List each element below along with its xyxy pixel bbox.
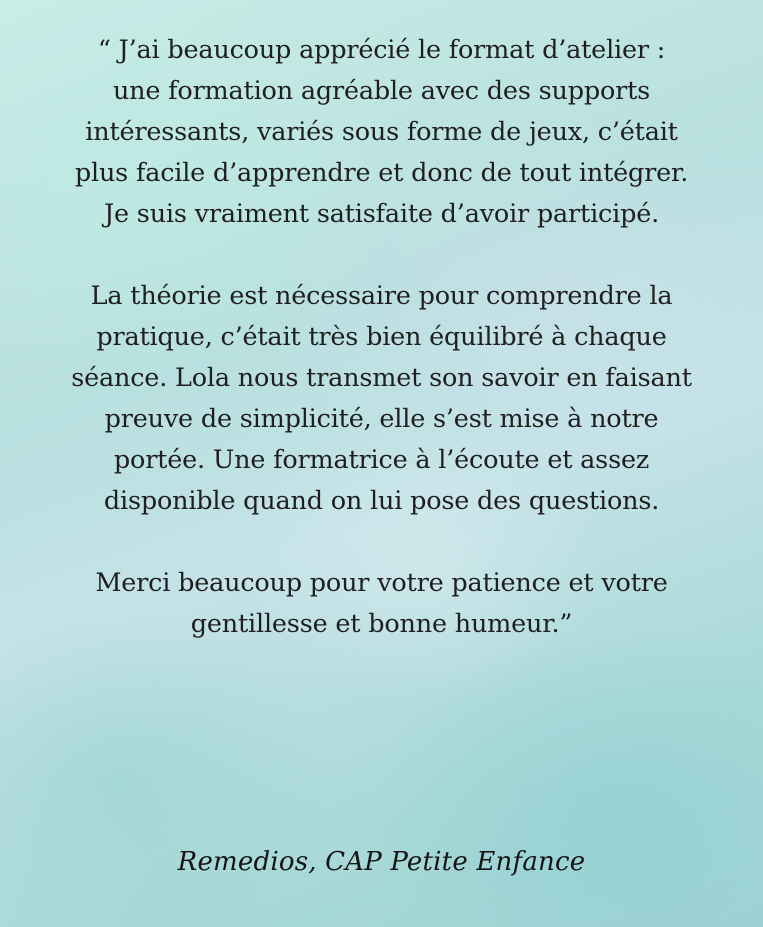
quote-line: plus facile d’apprendre et donc de tout intégrer. bbox=[74, 158, 689, 188]
quote-line: une formation agréable avec des supports bbox=[112, 76, 651, 106]
quote-line: Je suis vraiment satisfaite d’avoir participé. bbox=[103, 199, 659, 229]
testimonial-quote bbox=[0, 30, 763, 686]
quote-line: “ J’ai beaucoup apprécié le format d’atelier : bbox=[97, 35, 666, 65]
quote-line: intéressants, variés sous forme de jeux, c’était bbox=[85, 117, 678, 147]
quote-line: séance. Lola nous transmet son savoir en faisant bbox=[71, 363, 692, 393]
signature: Remedios, CAP Petite Enfance bbox=[177, 847, 586, 877]
quote-paragraph-2 bbox=[0, 276, 763, 522]
quote-line: portée. Une formatrice à l’écoute et assez bbox=[113, 445, 650, 475]
quote-paragraph-3 bbox=[0, 563, 763, 645]
quote-line: gentillesse et bonne humeur.” bbox=[190, 609, 573, 639]
quote-line: Merci beaucoup pour votre patience et votre bbox=[95, 568, 668, 598]
quote-line: pratique, c’était très bien équilibré à chaque bbox=[96, 322, 667, 352]
quote-paragraph-1 bbox=[0, 30, 763, 235]
quote-line: La théorie est nécessaire pour comprendre la bbox=[90, 281, 673, 311]
quote-line: preuve de simplicité, elle s’est mise à notre bbox=[104, 404, 659, 434]
quote-line: disponible quand on lui pose des questions. bbox=[103, 486, 660, 516]
